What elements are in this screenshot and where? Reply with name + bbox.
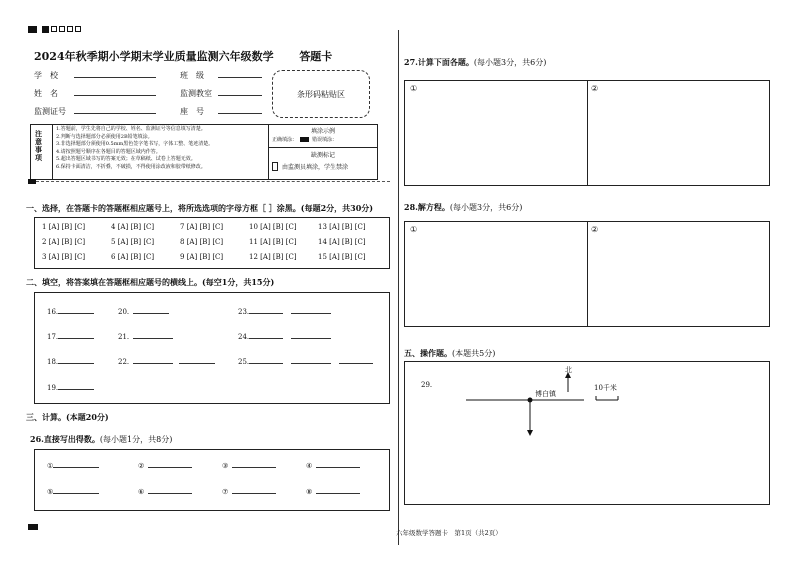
mc-row xyxy=(42,223,387,237)
fill-item-22[interactable]: 22. xyxy=(118,358,215,366)
mc-item[interactable]: 5 [A] [B] [C] xyxy=(111,238,155,246)
mc-item[interactable]: 15 [A] [B] [C] xyxy=(318,253,366,261)
q27-title: 27.计算下面各题。(每小题3分，共6分) xyxy=(404,57,547,67)
section3-title: 三、计算。(本题20分) xyxy=(26,412,109,422)
q26-item-7[interactable]: ⑦ xyxy=(222,488,276,496)
absent-title: 缺测标记 xyxy=(310,152,335,159)
absent-text: 由监测员填涂，学生禁涂 xyxy=(282,164,349,171)
section1-title: 一、选择，在答题卡的答题框相应题号上，将所选选项的字母方框［ ］涂黑。(每题2分，共30分) xyxy=(26,203,374,213)
scale-label: 10千米 xyxy=(594,384,617,392)
fill-item-17[interactable]: 17. xyxy=(47,333,94,341)
fill-item-19[interactable]: 19. xyxy=(47,384,94,392)
registration-mark xyxy=(42,26,49,33)
registration-square xyxy=(59,26,65,32)
q28-divider xyxy=(587,221,588,327)
field-label: 姓 名 xyxy=(34,89,58,98)
origin-point xyxy=(528,398,533,403)
q26-item-5[interactable]: ⑤ xyxy=(47,488,99,496)
fill-item-23[interactable]: 23. xyxy=(238,308,331,316)
classroom-field[interactable] xyxy=(218,95,262,96)
example-hline xyxy=(268,147,378,148)
place-label: 博白镇 xyxy=(535,390,556,398)
notice-item: 6.保持卡面清洁，不折叠，不破损，不得使用涂改液和胶带纸修改。 xyxy=(56,163,206,170)
field-label: 学 校 xyxy=(34,71,58,80)
notice-item: 2.判断与选择题部分必须使用2B铅笔填涂。 xyxy=(56,133,153,140)
registration-square xyxy=(75,26,81,32)
seat-field[interactable] xyxy=(218,113,262,114)
example-title: 填涂示例 xyxy=(310,128,335,135)
q26-item-8[interactable]: ⑧ xyxy=(306,488,360,496)
barcode-label: 条形码粘贴区 xyxy=(297,89,345,99)
mc-item[interactable]: 6 [A] [B] [C] xyxy=(111,253,155,261)
school-field[interactable] xyxy=(74,77,156,78)
notice-item: 1.答题前，学生先将自己的学校、姓名、监测证号等信息填写清楚。 xyxy=(56,126,206,132)
correct-fill-mark xyxy=(300,137,309,142)
student-info xyxy=(34,70,156,124)
field-label: 座 号 xyxy=(180,107,204,116)
fill-item-18[interactable]: 18. xyxy=(47,358,94,366)
q26-item-6[interactable]: ⑥ xyxy=(138,488,192,496)
notice-items xyxy=(56,126,266,171)
q26-item-4[interactable]: ④ xyxy=(306,462,360,470)
mc-item[interactable]: 14 [A] [B] [C] xyxy=(318,238,366,246)
q26-item-2[interactable]: ② xyxy=(138,462,192,470)
field-label: 监测证号 xyxy=(34,107,66,116)
mc-item[interactable]: 4 [A] [B] [C] xyxy=(111,223,155,231)
wrong-label: 错误填涂： xyxy=(312,137,338,143)
mc-item[interactable]: 9 [A] [B] [C] xyxy=(180,253,224,261)
fill-item-21[interactable]: 21. xyxy=(118,333,173,341)
mc-row xyxy=(42,238,387,252)
q27-mark-1: ① xyxy=(410,84,418,93)
registration-square xyxy=(51,26,57,32)
fill-example xyxy=(272,136,337,143)
down-arrow-icon xyxy=(527,430,533,436)
mc-item[interactable]: 2 [A] [B] [C] xyxy=(42,238,86,246)
class-field[interactable] xyxy=(218,77,262,78)
fill-item-24[interactable]: 24. xyxy=(238,333,331,341)
q26-title: 26.直接写出得数。(每小题1分，共8分) xyxy=(30,434,173,444)
q28-mark-1: ① xyxy=(410,225,418,234)
q27-divider xyxy=(587,80,588,186)
q27-mark-2: ② xyxy=(591,84,599,93)
q26-answer-box xyxy=(34,449,390,511)
registration-mark xyxy=(28,179,36,184)
q26-item-3[interactable]: ③ xyxy=(222,462,276,470)
fill-item-25[interactable]: 25. xyxy=(238,358,373,366)
mc-item[interactable]: 11 [A] [B] [C] xyxy=(249,238,297,246)
page-divider xyxy=(398,30,399,545)
exam-number-field[interactable] xyxy=(74,113,156,114)
section2-title: 二、填空，将答案填在答题框相应题号的横线上。(每空1分，共15分) xyxy=(26,277,275,287)
registration-square xyxy=(67,26,73,32)
mc-item[interactable]: 7 [A] [B] [C] xyxy=(180,223,224,231)
fill-item-16[interactable]: 16. xyxy=(47,308,94,316)
separator-line xyxy=(36,181,390,182)
notice-item: 3.非选择题部分须使用0.5mm黑色签字笔书写，字体工整、笔迹清楚。 xyxy=(56,141,214,147)
north-label: 北 xyxy=(565,366,572,374)
mc-item[interactable]: 10 [A] [B] [C] xyxy=(249,223,297,231)
mc-item[interactable]: 13 [A] [B] [C] xyxy=(318,223,366,231)
fill-item-20[interactable]: 20. xyxy=(118,308,169,316)
q28-mark-2: ② xyxy=(591,225,599,234)
mc-row xyxy=(42,253,387,267)
page-title: 2024年秋季期小学期末学业质量监测六年级数学 答题卡 xyxy=(34,50,333,63)
notice-item: 5.超出答题区域书写的答案无效；在草稿纸、试卷上答题无效。 xyxy=(56,156,196,162)
absent-checkbox[interactable] xyxy=(272,162,278,171)
section5-title: 五、操作题。(本题共5分) xyxy=(404,348,496,358)
q28-title: 28.解方程。(每小题3分，共6分) xyxy=(404,202,523,212)
mc-item[interactable]: 3 [A] [B] [C] xyxy=(42,253,86,261)
mc-item[interactable]: 1 [A] [B] [C] xyxy=(42,223,86,231)
q29-label: 29. xyxy=(421,381,433,389)
correct-label: 正确填涂： xyxy=(272,137,298,143)
direction-diagram xyxy=(460,362,640,442)
notice-divider xyxy=(52,124,53,180)
q26-item-1[interactable]: ① xyxy=(47,462,99,470)
page-footer: 六年级数学答题卡 第1页（共2页） xyxy=(396,529,502,537)
field-label: 班 级 xyxy=(180,71,204,80)
field-label: 监测教室 xyxy=(180,89,212,98)
mc-item[interactable]: 12 [A] [B] [C] xyxy=(249,253,297,261)
barcode-area xyxy=(272,70,370,118)
notice-title: 注意事项 xyxy=(35,129,42,162)
mc-item[interactable]: 8 [A] [B] [C] xyxy=(180,238,224,246)
class-info xyxy=(180,70,262,124)
card-label: 答题卡 xyxy=(299,50,333,63)
registration-mark xyxy=(28,524,38,530)
notice-item: 4.请按照题号顺序在各题目的答题区域内作答。 xyxy=(56,148,161,155)
registration-mark xyxy=(28,26,37,33)
name-field[interactable] xyxy=(74,95,156,96)
